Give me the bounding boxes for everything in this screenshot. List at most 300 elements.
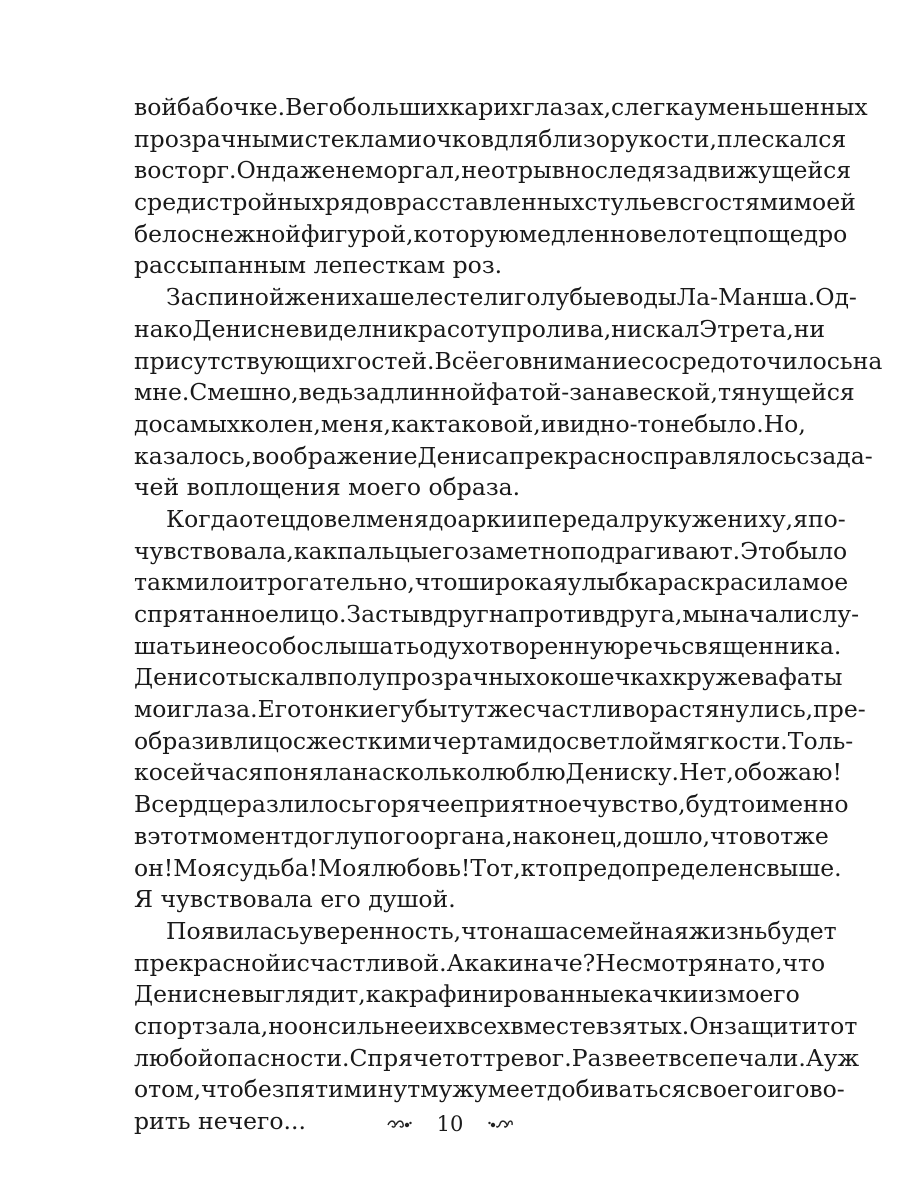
text-line	[134, 662, 843, 694]
text-line	[134, 599, 860, 631]
word: Этрета,	[699, 314, 794, 343]
word: же	[793, 821, 829, 850]
text-line	[134, 441, 873, 473]
text-line	[134, 377, 855, 409]
word: любовь!	[371, 853, 471, 882]
word: защитит	[724, 1011, 831, 1040]
text-line	[134, 346, 883, 378]
word: лицо.	[279, 600, 347, 628]
word: среди	[134, 188, 207, 217]
word: вместе	[510, 1011, 596, 1040]
word: не	[211, 631, 241, 660]
word: предопределен	[562, 853, 754, 882]
word: тревог.	[482, 1043, 572, 1072]
word: Тот,	[470, 853, 521, 882]
word: органа,	[419, 821, 513, 850]
word: дошло,	[623, 821, 711, 850]
word: прекрасно	[509, 441, 641, 470]
word: В	[285, 93, 303, 121]
word: Спрячет	[349, 1043, 456, 1072]
word: рить	[134, 1107, 191, 1135]
word: слу-	[809, 600, 860, 628]
body-text	[134, 92, 883, 1138]
word: поняла	[263, 758, 353, 787]
word: воплощения	[186, 473, 341, 502]
word: уменьшенных	[694, 93, 868, 121]
word: жениха	[284, 283, 379, 312]
text-line	[134, 979, 800, 1011]
word: чувствовала,	[134, 536, 294, 565]
word: Его	[257, 695, 302, 724]
word: наконец,	[512, 821, 624, 850]
word: Я	[134, 885, 153, 914]
word: судьба!	[226, 853, 319, 882]
word: фигурой,	[300, 219, 414, 248]
text-line	[134, 124, 847, 156]
word: не	[270, 314, 300, 343]
word: сердце	[151, 790, 237, 819]
text-line	[134, 219, 848, 251]
word: присутствующих	[134, 346, 345, 375]
word: следя	[594, 156, 667, 185]
word: плескался	[716, 124, 847, 153]
word: с	[292, 726, 307, 755]
word: и	[281, 948, 297, 977]
word: было.	[694, 409, 764, 438]
word: слегка	[611, 93, 695, 121]
text-line	[134, 631, 842, 663]
word: его	[302, 93, 343, 121]
text-line	[134, 472, 766, 504]
word: тонкие	[301, 695, 389, 724]
word: растянулись,	[649, 695, 814, 724]
word: отец	[239, 504, 296, 533]
word: моей	[793, 188, 856, 217]
word: Ла-Манша.	[676, 283, 816, 312]
word: образа.	[428, 473, 521, 502]
word: Дениса	[417, 441, 510, 470]
word: как	[365, 980, 410, 1009]
word: до	[428, 504, 458, 533]
word: Од-	[815, 283, 857, 312]
text-line	[134, 314, 826, 346]
word: ко	[134, 758, 163, 787]
word: глупого	[322, 821, 420, 850]
word: до	[293, 821, 323, 850]
text-line	[134, 250, 766, 282]
word: иначе?	[507, 948, 596, 977]
word: Денис	[134, 663, 212, 692]
word: карих	[449, 93, 523, 121]
word: чей	[134, 473, 180, 502]
word: воображение	[252, 441, 418, 470]
word: одухотворенную	[419, 631, 624, 660]
word: медленно	[518, 219, 640, 248]
text-line	[134, 789, 849, 821]
word: любой	[134, 1043, 214, 1072]
text-line	[134, 694, 866, 726]
word: нако	[134, 314, 193, 343]
word: казалось,	[134, 441, 253, 470]
word: по-	[807, 504, 846, 533]
text-line	[134, 884, 766, 916]
word: Дениску.	[565, 758, 680, 787]
word: было	[785, 536, 848, 565]
word: люблю	[480, 758, 566, 787]
word: отец	[681, 219, 739, 248]
word: Застыв	[346, 600, 434, 628]
word: жесткими	[306, 726, 433, 755]
word: он!	[134, 853, 174, 882]
word: видно-то	[556, 409, 665, 438]
word: расставленных	[396, 188, 585, 217]
word: что	[201, 1075, 244, 1104]
word: которую	[413, 219, 519, 248]
word: что	[414, 568, 458, 597]
word: ни	[793, 314, 826, 343]
word: так	[134, 568, 176, 597]
word: таковой,	[434, 409, 541, 438]
word: лицо	[233, 726, 293, 755]
word: на	[852, 346, 883, 375]
word: губы	[388, 695, 448, 724]
word: жениху,	[691, 504, 794, 533]
word: особо	[240, 631, 311, 660]
word: длинной	[379, 378, 487, 407]
word: моего	[726, 980, 800, 1009]
word: Развеет	[571, 1043, 669, 1072]
word: и	[767, 1075, 783, 1104]
word: друга,	[605, 600, 683, 628]
word: за	[353, 378, 380, 407]
word: А	[446, 948, 465, 977]
word: заметно	[468, 536, 571, 565]
word: как	[293, 536, 338, 565]
word: вел	[639, 219, 682, 248]
word: Денис	[192, 314, 271, 343]
word: до	[134, 409, 163, 438]
word: наша	[503, 916, 570, 945]
word: я	[793, 504, 808, 533]
word: в	[134, 821, 148, 850]
text-line	[134, 567, 849, 599]
word: о	[134, 1075, 149, 1104]
word: отыскал	[211, 663, 315, 692]
word: щедро	[767, 219, 848, 248]
word: обожаю!	[733, 758, 842, 787]
word: колен,	[240, 409, 321, 438]
word: зада-	[809, 441, 873, 470]
word: восторг.	[134, 156, 237, 185]
word: то,	[747, 948, 783, 977]
word: меня	[366, 504, 429, 533]
word: момент	[200, 821, 294, 850]
word: умеет	[473, 1075, 547, 1104]
word: опасности.	[213, 1043, 350, 1072]
word: с	[679, 188, 693, 217]
word: стульев	[584, 188, 680, 217]
word: что	[461, 916, 504, 945]
word: меня,	[320, 409, 392, 438]
word: красоту	[403, 314, 502, 343]
word: бабочке.	[177, 93, 286, 121]
word: его	[478, 346, 520, 375]
word: больших	[342, 93, 450, 121]
word: Смешно,	[189, 378, 299, 407]
word: широкая	[457, 568, 568, 597]
word: моего	[348, 473, 421, 502]
word: улыбка	[567, 568, 659, 597]
word: шелестели	[378, 283, 515, 312]
word: сейчас	[162, 758, 249, 787]
word: не	[664, 409, 695, 438]
word: же	[487, 695, 523, 724]
word: Толь-	[787, 726, 854, 755]
word: мягкости.	[664, 726, 788, 755]
word: В	[134, 790, 152, 819]
word: спортзала,	[134, 1011, 269, 1040]
word: полупрозрачных	[327, 663, 536, 692]
word: но	[268, 1011, 299, 1040]
word: чувство,	[582, 790, 686, 819]
word: качки	[623, 980, 699, 1009]
word: муж	[420, 1075, 474, 1104]
floral-ornament-icon	[386, 1117, 412, 1131]
text-line	[134, 757, 842, 789]
text-line	[134, 155, 852, 187]
word: За	[166, 283, 195, 312]
word: как	[391, 409, 435, 438]
word: внимание	[519, 346, 642, 375]
word: руку	[634, 504, 692, 533]
word: Это	[740, 536, 786, 565]
text-line	[134, 1043, 860, 1075]
word: Он	[236, 156, 272, 185]
word: этот	[147, 821, 201, 850]
word: прозрачными	[134, 124, 305, 153]
word: кружева	[672, 663, 779, 692]
word: сосредоточилось	[641, 346, 853, 375]
word: раскрасила	[658, 568, 802, 597]
floral-ornament-icon	[488, 1117, 514, 1131]
word: стеклами	[304, 124, 423, 153]
word: душой.	[368, 885, 456, 914]
word: уж	[823, 1043, 860, 1072]
word: Денис	[134, 980, 212, 1009]
word: Моя	[173, 853, 227, 882]
word: мне.	[134, 378, 190, 407]
word: Он	[689, 1011, 725, 1040]
word: напротив	[488, 600, 606, 628]
word: пальцы	[337, 536, 429, 565]
word: очков	[422, 124, 494, 153]
word: от	[455, 1043, 483, 1072]
word: без	[243, 1075, 285, 1104]
word: и	[540, 409, 557, 438]
word: насколько	[352, 758, 481, 787]
text-line	[134, 92, 868, 124]
word: семейная	[569, 916, 689, 945]
word: Но,	[763, 409, 806, 438]
word: я	[248, 758, 264, 787]
word: мы	[682, 600, 720, 628]
word: от	[830, 1011, 858, 1040]
word: чувствовала	[160, 885, 313, 914]
word: счастливой.	[296, 948, 447, 977]
word: по	[738, 219, 768, 248]
word: его	[428, 536, 469, 565]
word: жизнь	[688, 916, 768, 945]
word: сильнее	[327, 1011, 428, 1040]
word: рассыпанным	[134, 251, 307, 280]
word: голубые	[514, 283, 616, 312]
word: гово-	[782, 1075, 845, 1104]
word: А	[805, 1043, 824, 1072]
word: пяти	[284, 1075, 344, 1104]
word: спиной	[194, 283, 285, 312]
word: что	[782, 948, 826, 977]
word: печали.	[708, 1043, 806, 1072]
word: он	[298, 1011, 328, 1040]
word: моргал,	[365, 156, 462, 185]
word: из	[698, 980, 727, 1009]
word: мило	[175, 568, 239, 597]
word: мои	[134, 695, 183, 724]
word: движущейся	[692, 156, 852, 185]
word: гостей.	[344, 346, 435, 375]
word: окошечках	[535, 663, 673, 692]
word: трогательно,	[254, 568, 415, 597]
word: для	[493, 124, 539, 153]
word: тянущейся	[718, 378, 855, 407]
word: за	[666, 156, 693, 185]
word: лепесткам	[313, 251, 446, 280]
word: их	[427, 1011, 457, 1040]
word: уверенность,	[299, 916, 462, 945]
text-line	[134, 916, 837, 948]
word: прекрасной	[134, 948, 281, 977]
word: спрятанное	[134, 600, 280, 628]
word: слышать	[310, 631, 420, 660]
word: фатой-занавеской,	[486, 378, 718, 407]
text-line	[134, 536, 848, 568]
word: все	[668, 1043, 709, 1072]
word: рядов	[324, 188, 397, 217]
word: минут	[343, 1075, 421, 1104]
word: Появилась	[166, 916, 300, 945]
word: Нет,	[679, 758, 734, 787]
word: выглядит,	[241, 980, 366, 1009]
text-line	[134, 853, 842, 885]
word: Несмотря	[595, 948, 719, 977]
word: чертами	[432, 726, 538, 755]
word: гостями	[692, 188, 794, 217]
word: глазах,	[522, 93, 612, 121]
word: его	[320, 885, 361, 914]
word: тут	[447, 695, 488, 724]
word: подрагивают.	[570, 536, 741, 565]
word: горячее	[364, 790, 465, 819]
word: неотрывно	[461, 156, 595, 185]
word: пролива,	[501, 314, 612, 343]
text-line	[134, 187, 856, 219]
word: и	[516, 504, 533, 533]
word: справлялось	[640, 441, 797, 470]
word: всех	[456, 1011, 511, 1040]
word: своего	[686, 1075, 768, 1104]
word: счастливо	[522, 695, 650, 724]
word: не	[335, 156, 366, 185]
word: друг	[433, 600, 489, 628]
word: и	[238, 568, 255, 597]
word: Моя	[318, 853, 372, 882]
text-line	[134, 948, 826, 980]
word: белоснежной	[134, 219, 301, 248]
word: том,	[148, 1075, 202, 1104]
word: на	[718, 948, 748, 977]
word: образив	[134, 726, 234, 755]
word: и	[195, 631, 212, 660]
word: начали	[719, 600, 810, 628]
word: мое	[801, 568, 849, 597]
word: даже	[271, 156, 336, 185]
word: стройных	[206, 188, 325, 217]
text-line	[134, 282, 857, 314]
word: не	[211, 980, 242, 1009]
word: Когда	[166, 504, 240, 533]
word: в	[314, 663, 328, 692]
word: скал	[642, 314, 700, 343]
word: арки	[457, 504, 517, 533]
word: вой	[134, 93, 178, 121]
word: нечего...	[198, 1107, 306, 1135]
word: священника.	[681, 631, 842, 660]
word: шать	[134, 631, 196, 660]
word: передал	[532, 504, 635, 533]
word: ни	[371, 314, 404, 343]
word: как	[464, 948, 508, 977]
word: свыше.	[753, 853, 842, 882]
text-line	[134, 1074, 845, 1106]
word: глаза.	[182, 695, 258, 724]
word: ведь	[298, 378, 354, 407]
word: близорукости,	[538, 124, 717, 153]
word: фаты	[778, 663, 843, 692]
word: до	[537, 726, 567, 755]
word: довел	[295, 504, 366, 533]
text-line	[134, 1011, 858, 1043]
word: с	[796, 441, 810, 470]
word: взятых.	[595, 1011, 690, 1040]
word: будет	[767, 916, 837, 945]
page-number: 10	[436, 1111, 464, 1136]
page-footer	[0, 1108, 900, 1138]
word: самых	[162, 409, 241, 438]
word: вот	[752, 821, 794, 850]
text-line	[134, 409, 806, 441]
text-line	[134, 821, 829, 853]
word: приятное	[464, 790, 582, 819]
word: речь	[623, 631, 682, 660]
word: видел	[299, 314, 372, 343]
word: ни	[611, 314, 643, 343]
word: Всё	[434, 346, 479, 375]
text-line	[134, 726, 854, 758]
word: воды	[616, 283, 677, 312]
word: что	[710, 821, 753, 850]
word: именно	[755, 790, 849, 819]
word: кто	[520, 853, 563, 882]
